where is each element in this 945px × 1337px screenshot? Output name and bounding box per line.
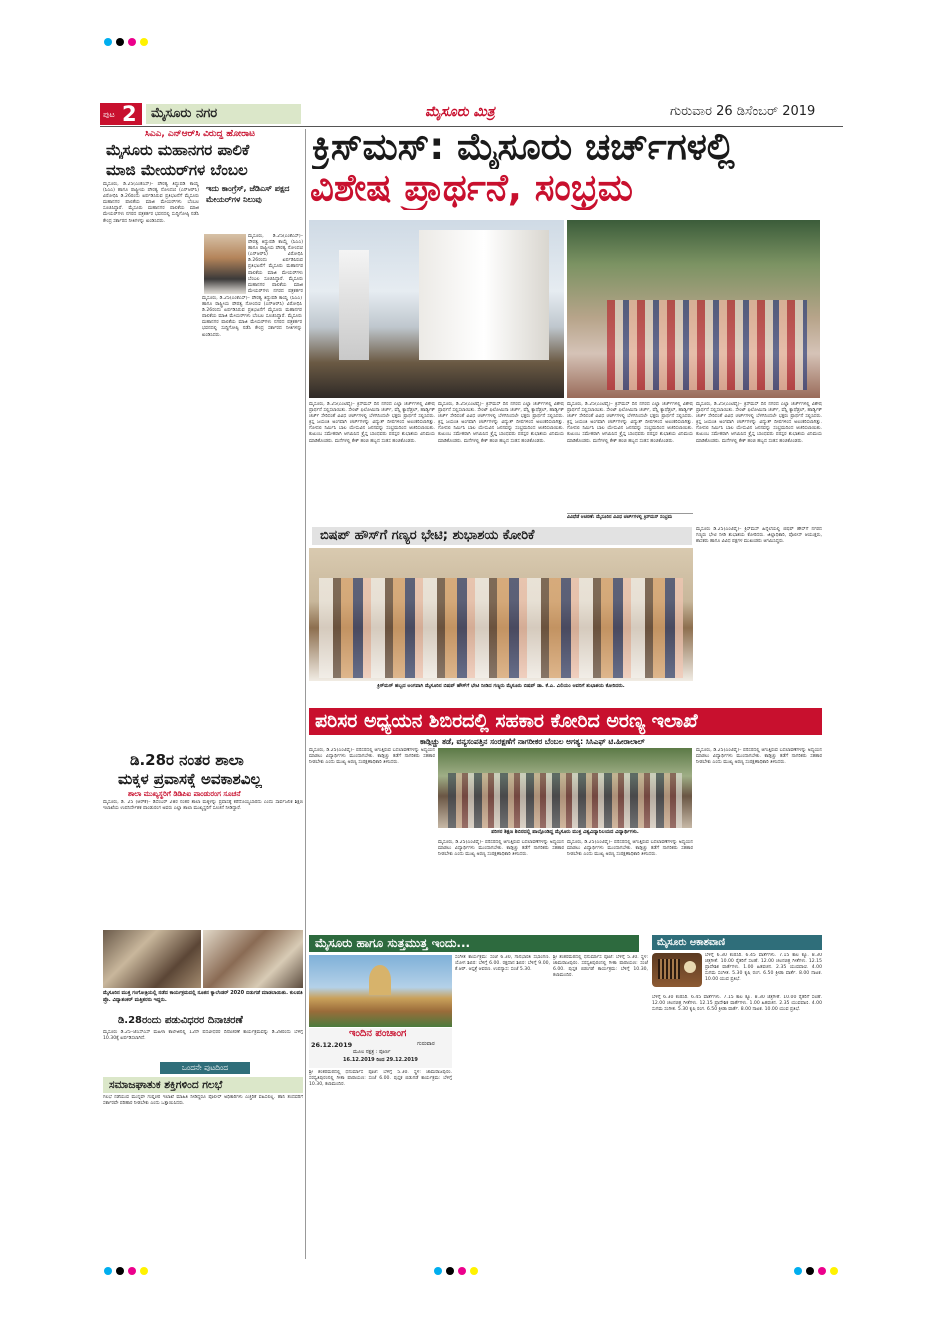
cyan-dot xyxy=(104,1267,112,1275)
left-kicker: ಸಿಎಎ, ಎನ್‌ಆರ್‌ಸಿ ವಿರುದ್ಧ ಹೋರಾಟ xyxy=(145,129,255,139)
events-body-col1: ಶ್ರೀ ಶಂಕರಮಠದಲ್ಲಿ ಧನುರ್ಮಾಸ ಪೂಜೆ: ಬೆಳಿಗ್ಗೆ 5.30. ಸ್ಥಳ: ಚಾಮರಾಜಪುರಂ. ಸರಸ್ವತಿಪುರಂನಲ್ಲಿ ಗೀತಾ ಪಾರಾಯಣ: ಸಂಜೆ 6.00. ಪುಸ್ತಕ ಬಿಡುಗಡೆ ಕಾರ್ಯಕ್ರಮ: ಬೆಳಿಗ್ಗೆ 10.30, ಕಲಾಮಂದಿರ. xyxy=(309,1070,452,1088)
continued-tag: ಒಂದನೇ ಪುಟದಿಂದ xyxy=(160,1062,250,1074)
calendar-release-photo-2 xyxy=(203,930,303,988)
magenta-dot xyxy=(818,1267,826,1275)
palace-dome xyxy=(369,965,391,995)
crowd-photo xyxy=(567,220,820,398)
left-headline-2: ಮಾಜಿ ಮೇಯರ್‌ಗಳ ಬೆಂಬಲ xyxy=(106,161,248,179)
riot-headline: ಸಮಾಜಘಾತುಕ ಶಕ್ತಿಗಳಿಂದ ಗಲಭೆ xyxy=(103,1077,303,1093)
christmas-headline-2: ವಿಶೇಷ ಪ್ರಾರ್ಥನೆ, ಸಂಭ್ರಮ xyxy=(310,166,633,209)
events-body-col2: ಸಂಗೀತ ಕಾರ್ಯಕ್ರಮ: ಸಂಜೆ 6.30, ಗಾನಭಾರತಿ ಸಭಾಂಗಣ. ಯೋಗ ಶಿಬಿರ: ಬೆಳಿಗ್ಗೆ 6.00. ರಕ್ತದಾನ ಶಿಬಿರ: ಬೆಳಿಗ್ಗೆ 9.00, ಕೆ.ಆರ್. ಆಸ್ಪತ್ರೆ ಆವರಣ. ಉಪನ್ಯಾಸ: ಸಂಜೆ 5.30. xyxy=(455,955,550,973)
column-divider xyxy=(305,129,306,1259)
page-label: ಪುಟ xyxy=(103,110,115,119)
former-mayor-portrait xyxy=(204,234,246,294)
radio-speaker xyxy=(658,959,680,979)
panchanga-panel xyxy=(309,1028,452,1068)
events-body-col3: ಶ್ರೀ ಶಂಕರಮಠದಲ್ಲಿ ಧನುರ್ಮಾಸ ಪೂಜೆ: ಬೆಳಿಗ್ಗೆ 5.30. ಸ್ಥಳ: ಚಾಮರಾಜಪುರಂ. ಸರಸ್ವತಿಪುರಂನಲ್ಲಿ ಗೀತಾ ಪಾರಾಯಣ: ಸಂಜೆ 6.00. ಪುಸ್ತಕ ಬಿಡುಗಡೆ ಕಾರ್ಯಕ್ರಮ: ಬೆಳಿಗ್ಗೆ 10.30, ಕಲಾಮಂದಿರ. xyxy=(553,955,648,979)
left-article-body: ಮೈಸೂರು, ಡಿ.25(ಎಂಕೆಎಸ್)– ಪೌರತ್ವ ತಿದ್ದುಪಡಿ ಕಾಯ್ದೆ (ಸಿಎಎ) ಹಾಗೂ ರಾಷ್ಟ್ರೀಯ ಪೌರತ್ವ ನೋಂದಣಿ (ಎನ್‌ಆರ್‌ಸಿ) ವಿರೋಧಿಸಿ ಡಿ.26ರಂದು ಏರ್ಪಡಿಸಿರುವ ಪ್ರತಿಭಟನೆಗೆ ಮೈಸೂರು ಮಹಾನಗರ ಪಾಲಿಕೆಯ ಮಾಜಿ ಮೇಯರ್‌ಗಳು ಬೆಂಬಲ ಸೂಚಿಸಿದ್ದಾರೆ. ಮೈಸೂರು ಮಹಾನಗರ ಪಾಲಿಕೆಯ ಮಾಜಿ ಮೇಯರ್‌ಗಳು ನಗರದ ಪತ್ರಕರ್ತರ ಭವನದಲ್ಲಿ ಸುದ್ದಿಗೋಷ್ಠಿ ನಡೆಸಿ ಕೇಂದ್ರ ಸರ್ಕಾರದ ನೀತಿಗಳನ್ನು ಖಂಡಿಸಿದರು. xyxy=(103,182,199,224)
christmas-body-col3: ಮೈಸೂರು, ಡಿ.25(ಎಂಟಿವೈ)– ಕ್ರಿಸ್‌ಮಸ್ ದಿನ ನಗರದ ಎಲ್ಲಾ ಚರ್ಚ್‌ಗಳಲ್ಲಿ ವಿಶೇಷ ಪ್ರಾರ್ಥನೆ ಸಲ್ಲಿಸಲಾಯಿತು. ಸೇಂಟ್ ಫಿಲೋಮಿನಾ ಚರ್ಚ್, ವೆಸ್ಲಿ ಕ್ಯಾಥೆಡ್ರಲ್, ಹಾರ್ಡ್ವಿಕ್ ಚರ್ಚ್ ಸೇರಿದಂತೆ ವಿವಿಧ ಚರ್ಚ್‌ಗಳಲ್ಲಿ ಬೆಳಗಿನಿಂದಲೇ ಭಕ್ತರು ಪ್ರಾರ್ಥನೆ ಸಲ್ಲಿಸಿದರು. ಕ್ರಿಸ್ತ ಜಯಂತಿ ಅಂಗವಾಗಿ ಚರ್ಚ್‌ಗಳನ್ನು ವಿದ್ಯುತ್ ದೀಪಗಳಿಂದ ಅಲಂಕರಿಸಲಾಗಿತ್ತು. ಗೋದಲಿ ನಿರ್ಮಿಸಿ ಬಾಲ ಯೇಸುವಿನ ಜನನವನ್ನು ಸಂಭ್ರಮದಿಂದ ಆಚರಿಸಲಾಯಿತು. ಕುಟುಂಬ ಸಮೇತರಾಗಿ ಆಗಮಿಸಿದ ಕ್ರೈಸ್ತ ಬಾಂಧವರು ಪರಸ್ಪರ ಶುಭಾಶಯ ವಿನಿಮಯ ಮಾಡಿಕೊಂಡರು. ಮನೆಗಳಲ್ಲಿ ಕೇಕ್ ಹಂಚಿ ಹಬ್ಬದ ಸಂತಸ ಹಂಚಿಕೊಂಡರು. xyxy=(567,402,693,444)
events-title: ಮೈಸೂರು ಹಾಗೂ ಸುತ್ತಮುತ್ತ ಇಂದು... xyxy=(309,935,639,952)
christmas-body-col2: ಮೈಸೂರು, ಡಿ.25(ಎಂಟಿವೈ)– ಕ್ರಿಸ್‌ಮಸ್ ದಿನ ನಗರದ ಎಲ್ಲಾ ಚರ್ಚ್‌ಗಳಲ್ಲಿ ವಿಶೇಷ ಪ್ರಾರ್ಥನೆ ಸಲ್ಲಿಸಲಾಯಿತು. ಸೇಂಟ್ ಫಿಲೋಮಿನಾ ಚರ್ಚ್, ವೆಸ್ಲಿ ಕ್ಯಾಥೆಡ್ರಲ್, ಹಾರ್ಡ್ವಿಕ್ ಚರ್ಚ್ ಸೇರಿದಂತೆ ವಿವಿಧ ಚರ್ಚ್‌ಗಳಲ್ಲಿ ಬೆಳಗಿನಿಂದಲೇ ಭಕ್ತರು ಪ್ರಾರ್ಥನೆ ಸಲ್ಲಿಸಿದರು. ಕ್ರಿಸ್ತ ಜಯಂತಿ ಅಂಗವಾಗಿ ಚರ್ಚ್‌ಗಳನ್ನು ವಿದ್ಯುತ್ ದೀಪಗಳಿಂದ ಅಲಂಕರಿಸಲಾಗಿತ್ತು. ಗೋದಲಿ ನಿರ್ಮಿಸಿ ಬಾಲ ಯೇಸುವಿನ ಜನನವನ್ನು ಸಂಭ್ರಮದಿಂದ ಆಚರಿಸಲಾಯಿತು. ಕುಟುಂಬ ಸಮೇತರಾಗಿ ಆಗಮಿಸಿದ ಕ್ರೈಸ್ತ ಬಾಂಧವರು ಪರಸ್ಪರ ಶುಭಾಶಯ ವಿನಿಮಯ ಮಾಡಿಕೊಂಡರು. ಮನೆಗಳಲ್ಲಿ ಕೇಕ್ ಹಂಚಿ ಹಬ್ಬದ ಸಂತಸ ಹಂಚಿಕೊಂಡರು. xyxy=(438,402,564,444)
page-number-box xyxy=(100,103,142,125)
radio-schedule: ಬೆಳಿಗ್ಗೆ 6.30 ಕಂಠಸಿರಿ. 6.45 ವಾರ್ತೆಗಳು. 7.15 ಕಾಲ ಕ್ಯೂ. 8.30 ಚಿತ್ರಗೀತೆ. 10.00 ರೈತರಿಗೆ ಸಲಹೆ. 12.00 ಚಲನಚಿತ್ರ ಗೀತೆಗಳು. 12.15 ಪ್ರಾದೇಶಿಕ ವಾರ್ತೆಗಳು. 1.00 ಹಿತವಚನ. 2.35 ಯುವವಾಣಿ. 4.00 ಸುಗಮ ಸಂಗೀತ. 5.30 ಕೃಷಿ ರಂಗ. 6.50 ಕ್ರೀಡಾ ವಾರ್ತೆ. 8.00 ನಾಟಕ. 10.00 ಯುವ ಪ್ರತಿಭೆ. xyxy=(705,953,822,983)
black-dot xyxy=(806,1267,814,1275)
group-people xyxy=(319,578,683,678)
forest-headline: ಪರಿಸರ ಅಧ್ಯಯನ ಶಿಬಿರದಲ್ಲಿ ಸಹಕಾರ ಕೋರಿದ ಅರಣ್ಯ ಇಲಾಖೆ xyxy=(309,708,822,735)
church-photo xyxy=(309,220,564,398)
panchanga-date: 26.12.2019 xyxy=(311,1041,353,1049)
radio-dial xyxy=(684,961,696,973)
christmas-body-col1: ಮೈಸೂರು, ಡಿ.25(ಎಂಟಿವೈ)– ಕ್ರಿಸ್‌ಮಸ್ ದಿನ ನಗರದ ಎಲ್ಲಾ ಚರ್ಚ್‌ಗಳಲ್ಲಿ ವಿಶೇಷ ಪ್ರಾರ್ಥನೆ ಸಲ್ಲಿಸಲಾಯಿತು. ಸೇಂಟ್ ಫಿಲೋಮಿನಾ ಚರ್ಚ್, ವೆಸ್ಲಿ ಕ್ಯಾಥೆಡ್ರಲ್, ಹಾರ್ಡ್ವಿಕ್ ಚರ್ಚ್ ಸೇರಿದಂತೆ ವಿವಿಧ ಚರ್ಚ್‌ಗಳಲ್ಲಿ ಬೆಳಗಿನಿಂದಲೇ ಭಕ್ತರು ಪ್ರಾರ್ಥನೆ ಸಲ್ಲಿಸಿದರು. ಕ್ರಿಸ್ತ ಜಯಂತಿ ಅಂಗವಾಗಿ ಚರ್ಚ್‌ಗಳನ್ನು ವಿದ್ಯುತ್ ದೀಪಗಳಿಂದ ಅಲಂಕರಿಸಲಾಗಿತ್ತು. ಗೋದಲಿ ನಿರ್ಮಿಸಿ ಬಾಲ ಯೇಸುವಿನ ಜನನವನ್ನು ಸಂಭ್ರಮದಿಂದ ಆಚರಿಸಲಾಯಿತು. ಕುಟುಂಬ ಸಮೇತರಾಗಿ ಆಗಮಿಸಿದ ಕ್ರೈಸ್ತ ಬಾಂಧವರು ಪರಸ್ಪರ ಶುಭಾಶಯ ವಿನಿಮಯ ಮಾಡಿಕೊಂಡರು. ಮನೆಗಳಲ್ಲಿ ಕೇಕ್ ಹಂಚಿ ಹಬ್ಬದ ಸಂತಸ ಹಂಚಿಕೊಂಡರು. xyxy=(309,402,435,444)
yellow-dot xyxy=(140,38,148,46)
forest-body-col1: ಮೈಸೂರು, ಡಿ.25(ಎಂಟಿವೈ)– ಪರಿಸರದಲ್ಲಿ ಆಗುತ್ತಿರುವ ಬದಲಾವಣೆಗಳನ್ನು ಅಧ್ಯಯನ ಮಾಡಲು ವಿದ್ಯಾರ್ಥಿಗಳು ಮುಂದಾಗಬೇಕು. ಕಾಡ್ಗಿಚ್ಚು ತಡೆಗೆ ನಾಗರಿಕರು ಸಹಕಾರ ನೀಡಬೇಕು ಎಂದು ಮುಖ್ಯ ಅರಣ್ಯ ಸಂರಕ್ಷಣಾಧಿಕಾರಿ ತಿಳಿಸಿದರು. xyxy=(309,748,435,766)
black-dot xyxy=(446,1267,454,1275)
graduates-day-headline: ಡಿ.28ರಂದು ಪಡುವಿಧರರ ದಿನಾಚರಣೆ xyxy=(118,1015,243,1026)
school-headline-2: ಮಕ್ಕಳ ಪ್ರವಾಸಕ್ಕೆ ಅವಕಾಶವಿಲ್ಲ xyxy=(118,770,262,788)
radio-title: ಮೈಸೂರು ಆಕಾಶವಾಣಿ xyxy=(652,935,822,950)
page-number: 2 xyxy=(122,102,137,126)
statue xyxy=(339,250,369,360)
forest-body-col4: ಮೈಸೂರು, ಡಿ.25(ಎಂಟಿವೈ)– ಪರಿಸರದಲ್ಲಿ ಆಗುತ್ತಿರುವ ಬದಲಾವಣೆಗಳನ್ನು ಅಧ್ಯಯನ ಮಾಡಲು ವಿದ್ಯಾರ್ಥಿಗಳು ಮುಂದಾಗಬೇಕು. ಕಾಡ್ಗಿಚ್ಚು ತಡೆಗೆ ನಾಗರಿಕರು ಸಹಕಾರ ನೀಡಬೇಕು ಎಂದು ಮುಖ್ಯ ಅರಣ್ಯ ಸಂರಕ್ಷಣಾಧಿಕಾರಿ ತಿಳಿಸಿದರು. xyxy=(696,748,822,766)
crowd-people xyxy=(607,300,807,390)
panchanga-title: ಇಂದಿನ ಪಂಚಾಂಗ xyxy=(349,1028,407,1039)
issue-date: ಗುರುವಾರ 26 ಡಿಸೆಂಬರ್ 2019 xyxy=(670,104,816,119)
cyan-dot xyxy=(794,1267,802,1275)
calendar-photo-caption: ಮೈಸೂರಿನ ಮುಕ್ತ ಗಂಗೋತ್ರಿಯಲ್ಲಿ ನಡೆದ ಕಾರ್ಯಕ್ರಮದಲ್ಲಿ ನೂತನ ಕ್ಯಾಲೆಂಡರ್ 2020 ಬಿಡುಗಡೆ ಮಾಡಲಾಯಿತು. ಕುಲಪತಿ ಪ್ರೊ. ವಿದ್ಯಾಶಂಕರ್ ಮತ್ತಿತರರು ಇದ್ದರು. xyxy=(103,990,303,1003)
christmas-body-col4: ಮೈಸೂರು, ಡಿ.25(ಎಂಟಿವೈ)– ಕ್ರಿಸ್‌ಮಸ್ ದಿನ ನಗರದ ಎಲ್ಲಾ ಚರ್ಚ್‌ಗಳಲ್ಲಿ ವಿಶೇಷ ಪ್ರಾರ್ಥನೆ ಸಲ್ಲಿಸಲಾಯಿತು. ಸೇಂಟ್ ಫಿಲೋಮಿನಾ ಚರ್ಚ್, ವೆಸ್ಲಿ ಕ್ಯಾಥೆಡ್ರಲ್, ಹಾರ್ಡ್ವಿಕ್ ಚರ್ಚ್ ಸೇರಿದಂತೆ ವಿವಿಧ ಚರ್ಚ್‌ಗಳಲ್ಲಿ ಬೆಳಗಿನಿಂದಲೇ ಭಕ್ತರು ಪ್ರಾರ್ಥನೆ ಸಲ್ಲಿಸಿದರು. ಕ್ರಿಸ್ತ ಜಯಂತಿ ಅಂಗವಾಗಿ ಚರ್ಚ್‌ಗಳನ್ನು ವಿದ್ಯುತ್ ದೀಪಗಳಿಂದ ಅಲಂಕರಿಸಲಾಗಿತ್ತು. ಗೋದಲಿ ನಿರ್ಮಿಸಿ ಬಾಲ ಯೇಸುವಿನ ಜನನವನ್ನು ಸಂಭ್ರಮದಿಂದ ಆಚರಿಸಲಾಯಿತು. ಕುಟುಂಬ ಸಮೇತರಾಗಿ ಆಗಮಿಸಿದ ಕ್ರೈಸ್ತ ಬಾಂಧವರು ಪರಸ್ಪರ ಶುಭಾಶಯ ವಿನಿಮಯ ಮಾಡಿಕೊಂಡರು. ಮನೆಗಳಲ್ಲಿ ಕೇಕ್ ಹಂಚಿ ಹಬ್ಬದ ಸಂತಸ ಹಂಚಿಕೊಂಡರು. xyxy=(696,402,822,444)
forest-subheadline: ಕಾಡ್ಗಿಚ್ಚು ತಡೆ, ವನ್ಯಸಂಪತ್ತಿನ ಸಂರಕ್ಷಣೆಗೆ ನಾಗರೀಕರ ಬೆಂಬಲ ಅಗತ್ಯ: ಸಿಸಿಎಫ್ ಟಿ.ಹೀರಾಲಾಲ್ xyxy=(420,737,645,746)
radio-icon xyxy=(652,953,702,987)
left-headline-1: ಮೈಸೂರು ಮಹಾನಗರ ಪಾಲಿಕೆ xyxy=(106,141,250,159)
yellow-dot xyxy=(140,1267,148,1275)
magenta-dot xyxy=(128,38,136,46)
church-facade xyxy=(419,230,549,360)
school-kicker: ಶಾಲಾ ಮುಖ್ಯಸ್ಥರಿಗೆ ಡಿಡಿಪಿಐ ಪಾಂಡುರಂಗ ಸೂಚನೆ xyxy=(128,790,241,798)
school-article-body: ಮೈಸೂರು, ಡಿ. 25 (ಆರ್‌ಕೆ)– ಡಿಸೆಂಬರ್ 28ರ ನಂತರ ಶಾಲಾ ಮಕ್ಕಳನ್ನು ಪ್ರವಾಸಕ್ಕೆ ಕರೆದೊಯ್ಯಬಾರದು ಎಂದು ಸಾರ್ವಜನಿಕ ಶಿಕ್ಷಣ ಇಲಾಖೆಯ ಉಪನಿರ್ದೇಶಕ ಪಾಂಡುರಂಗ ಅವರು ಎಲ್ಲಾ ಶಾಲಾ ಮುಖ್ಯಸ್ಥರಿಗೆ ಸೂಚನೆ ನೀಡಿದ್ದಾರೆ. xyxy=(103,800,303,812)
riot-article-body: ಗಲಭೆ ನಡೆಯುವ ಮುನ್ನವೇ ಗುಪ್ತಚರ ಇಲಾಖೆ ಮಾಹಿತಿ ನೀಡಿದ್ದರೂ ಪೊಲೀಸ್ ಅಧಿಕಾರಿಗಳು ಎಚ್ಚರಿಕೆ ವಹಿಸಲಿಲ್ಲ. ಹಾನಿ ತಂದವರಿಗೆ ಸರ್ಕಾರವೇ ಪರಿಹಾರ ನೀಡಬೇಕು ಎಂದು ಒತ್ತಾಯಿಸಿದರು. xyxy=(103,1095,303,1107)
school-headline-1: ಡಿ.28ರ ನಂತರ ಶಾಲಾ xyxy=(130,751,244,769)
magenta-dot xyxy=(128,1267,136,1275)
panchanga-range: 16.12.2019 ರಿಂದ 29.12.2019 xyxy=(343,1057,418,1063)
magenta-dot xyxy=(458,1267,466,1275)
christmas-boxed-line: ವಿವಿಧೆಡೆ ಆಚರಣೆ: ಮೈಸೂರಿನ ವಿವಿಧ ಚರ್ಚ್‌ಗಳಲ್ಲಿ ಕ್ರಿಸ್‌ಮಸ್ ಸಂಭ್ರಮ xyxy=(567,513,693,525)
bishop-house-body: ಮೈಸೂರು ಡಿ.25(ಎಂಟಿವೈ)– ಕ್ರಿಸ್‌ಮಸ್ ಹಿನ್ನೆಲೆಯಲ್ಲಿ ಬಿಷಪ್ ಹೌಸ್‌ಗೆ ನಗರದ ಗಣ್ಯರು ಭೇಟಿ ನೀಡಿ ಶುಭಾಶಯ ಕೋರಿದರು. ಜಿಲ್ಲಾಧಿಕಾರಿ, ಪೊಲೀಸ್ ಆಯುಕ್ತರು, ಶಾಸಕರು ಹಾಗೂ ವಿವಿಧ ಪಕ್ಷಗಳ ಮುಖಂಡರು ಆಗಮಿಸಿದ್ದರು. xyxy=(696,527,822,545)
forest-caption: ಪರಿಸರ ಶಿಕ್ಷಣ ಶಿಬಿರದಲ್ಲಿ ಪಾಲ್ಗೊಂಡಿದ್ದ ಮೈಸೂರು ಮುಕ್ತ ವಿಶ್ವವಿದ್ಯಾನಿಲಯದ ವಿದ್ಯಾರ್ಥಿಗಳು. xyxy=(491,829,639,835)
forest-camp-photo xyxy=(438,748,692,828)
calendar-release-photo-1 xyxy=(103,930,201,988)
yellow-dot xyxy=(830,1267,838,1275)
radio-schedule-full: ಬೆಳಿಗ್ಗೆ 6.30 ಕಂಠಸಿರಿ. 6.45 ವಾರ್ತೆಗಳು. 7.15 ಕಾಲ ಕ್ಯೂ. 8.30 ಚಿತ್ರಗೀತೆ. 10.00 ರೈತರಿಗೆ ಸಲಹೆ. 12.00 ಚಲನಚಿತ್ರ ಗೀತೆಗಳು. 12.15 ಪ್ರಾದೇಶಿಕ ವಾರ್ತೆಗಳು. 1.00 ಹಿತವಚನ. 2.35 ಯುವವಾಣಿ. 4.00 ಸುಗಮ ಸಂಗೀತ. 5.30 ಕೃಷಿ ರಂಗ. 6.50 ಕ್ರೀಡಾ ವಾರ್ತೆ. 8.00 ನಾಟಕ. 10.00 ಯುವ ಪ್ರತಿಭೆ. xyxy=(652,995,822,1013)
forest-body-col2: ಮೈಸೂರು, ಡಿ.25(ಎಂಟಿವೈ)– ಪರಿಸರದಲ್ಲಿ ಆಗುತ್ತಿರುವ ಬದಲಾವಣೆಗಳನ್ನು ಅಧ್ಯಯನ ಮಾಡಲು ವಿದ್ಯಾರ್ಥಿಗಳು ಮುಂದಾಗಬೇಕು. ಕಾಡ್ಗಿಚ್ಚು ತಡೆಗೆ ನಾಗರಿಕರು ಸಹಕಾರ ನೀಡಬೇಕು ಎಂದು ಮುಖ್ಯ ಅರಣ್ಯ ಸಂರಕ್ಷಣಾಧಿಕಾರಿ ತಿಳಿಸಿದರು. xyxy=(438,840,564,858)
black-dot xyxy=(116,38,124,46)
masthead-logo: ಮೈಸೂರು ಮಿತ್ರ xyxy=(425,104,495,120)
registration-marks-top xyxy=(104,38,184,48)
bishop-house-photo xyxy=(309,548,693,681)
sidebox-body: ಮೈಸೂರು, ಡಿ.25(ಎಂಕೆಎಸ್)– ಪೌರತ್ವ ತಿದ್ದುಪಡಿ ಕಾಯ್ದೆ (ಸಿಎಎ) ಹಾಗೂ ರಾಷ್ಟ್ರೀಯ ಪೌರತ್ವ ನೋಂದಣಿ (ಎನ್‌ಆರ್‌ಸಿ) ವಿರೋಧಿಸಿ ಡಿ.26ರಂದು ಏರ್ಪಡಿಸಿರುವ ಪ್ರತಿಭಟನೆಗೆ ಮೈಸೂರು ಮಹಾನಗರ ಪಾಲಿಕೆಯ ಮಾಜಿ ಮೇಯರ್‌ಗಳು ಬೆಂಬಲ ಸೂಚಿಸಿದ್ದಾರೆ. ಮೈಸೂರು ಮಹಾನಗರ ಪಾಲಿಕೆಯ ಮಾಜಿ ಮೇಯರ್‌ಗಳು ನಗರದ ಪತ್ರಕರ್ತರ xyxy=(248,234,303,294)
palace-photo xyxy=(309,955,452,1027)
bishop-house-headline: ಬಿಷಪ್ ಹೌಸ್‌ಗೆ ಗಣ್ಯರ ಭೇಟಿ; ಶುಭಾಶಯ ಕೋರಿಕೆ xyxy=(312,527,692,545)
section-title: ಮೈಸೂರು ನಗರ xyxy=(146,104,301,124)
students-group xyxy=(448,773,682,828)
left-article-body-2: ಮೈಸೂರು, ಡಿ.25(ಎಂಕೆಎಸ್)– ಪೌರತ್ವ ತಿದ್ದುಪಡಿ ಕಾಯ್ದೆ (ಸಿಎಎ) ಹಾಗೂ ರಾಷ್ಟ್ರೀಯ ಪೌರತ್ವ ನೋಂದಣಿ (ಎನ್‌ಆರ್‌ಸಿ) ವಿರೋಧಿಸಿ ಡಿ.26ರಂದು ಏರ್ಪಡಿಸಿರುವ ಪ್ರತಿಭಟನೆಗೆ ಮೈಸೂರು ಮಹಾನಗರ ಪಾಲಿಕೆಯ ಮಾಜಿ ಮೇಯರ್‌ಗಳು ಬೆಂಬಲ ಸೂಚಿಸಿದ್ದಾರೆ. ಮೈಸೂರು ಮಹಾನಗರ ಪಾಲಿಕೆಯ ಮಾಜಿ ಮೇಯರ್‌ಗಳು ನಗರದ ಪತ್ರಕರ್ತರ ಭವನದಲ್ಲಿ ಸುದ್ದಿಗೋಷ್ಠಿ ನಡೆಸಿ ಕೇಂದ್ರ ಸರ್ಕಾರದ ನೀತಿಗಳನ್ನು ಖಂಡಿಸಿದರು. xyxy=(202,296,302,338)
cyan-dot xyxy=(104,38,112,46)
bishop-house-caption: ಕ್ರಿಸ್‌ಮಸ್ ಹಬ್ಬದ ಅಂಗವಾಗಿ ಮೈಸೂರಿನ ಬಿಷಪ್ ಹೌಸ್‌ಗೆ ಭೇಟಿ ನೀಡಿದ ಗಣ್ಯರು ಮೈಸೂರು ಬಿಷಪ್ ಡಾ. ಕೆ.ಎ. ವಿಲಿಯಂ ಅವರಿಗೆ ಶುಭಾಶಯ ಕೋರಿದರು. xyxy=(377,683,625,689)
panchanga-day: ಗುರುವಾರ xyxy=(417,1041,435,1047)
black-dot xyxy=(116,1267,124,1275)
cyan-dot xyxy=(434,1267,442,1275)
graduates-day-body: ಮೈಸೂರು ಡಿ.25–ಜೆಎಸ್‌ಎಸ್ ಮಹಿಳಾ ಕಾಲೇಜಿನಲ್ಲಿ 12ನೇ ಪದವೀಧರರ ದಿನಾಚರಣೆ ಕಾರ್ಯಕ್ರಮವನ್ನು ಡಿ.28ರಂದು ಬೆಳಿಗ್ಗೆ 10.30ಕ್ಕೆ ಏರ್ಪಡಿಸಲಾಗಿದೆ. xyxy=(103,1030,303,1042)
sidebox-title: ಇದು ಕಾಂಗ್ರೆಸ್, ಜೆಡಿಎಸ್ ಪಕ್ಷದ ಮೇಯರ್‌ಗಳ ನಿಲುವು xyxy=(206,184,290,204)
panchanga-star: ಮೂಲ ನಕ್ಷತ್ರ : ಪೂರ್ಣ xyxy=(353,1049,391,1055)
registration-marks-bottom xyxy=(104,1267,844,1277)
forest-body-col3: ಮೈಸೂರು, ಡಿ.25(ಎಂಟಿವೈ)– ಪರಿಸರದಲ್ಲಿ ಆಗುತ್ತಿರುವ ಬದಲಾವಣೆಗಳನ್ನು ಅಧ್ಯಯನ ಮಾಡಲು ವಿದ್ಯಾರ್ಥಿಗಳು ಮುಂದಾಗಬೇಕು. ಕಾಡ್ಗಿಚ್ಚು ತಡೆಗೆ ನಾಗರಿಕರು ಸಹಕಾರ ನೀಡಬೇಕು ಎಂದು ಮುಖ್ಯ ಅರಣ್ಯ ಸಂರಕ್ಷಣಾಧಿಕಾರಿ ತಿಳಿಸಿದರು. xyxy=(567,840,693,858)
christmas-headline-1: ಕ್ರಿಸ್‌ಮಸ್: ಮೈಸೂರು ಚರ್ಚ್‌ಗಳಲ್ಲಿ xyxy=(312,125,735,168)
yellow-dot xyxy=(470,1267,478,1275)
